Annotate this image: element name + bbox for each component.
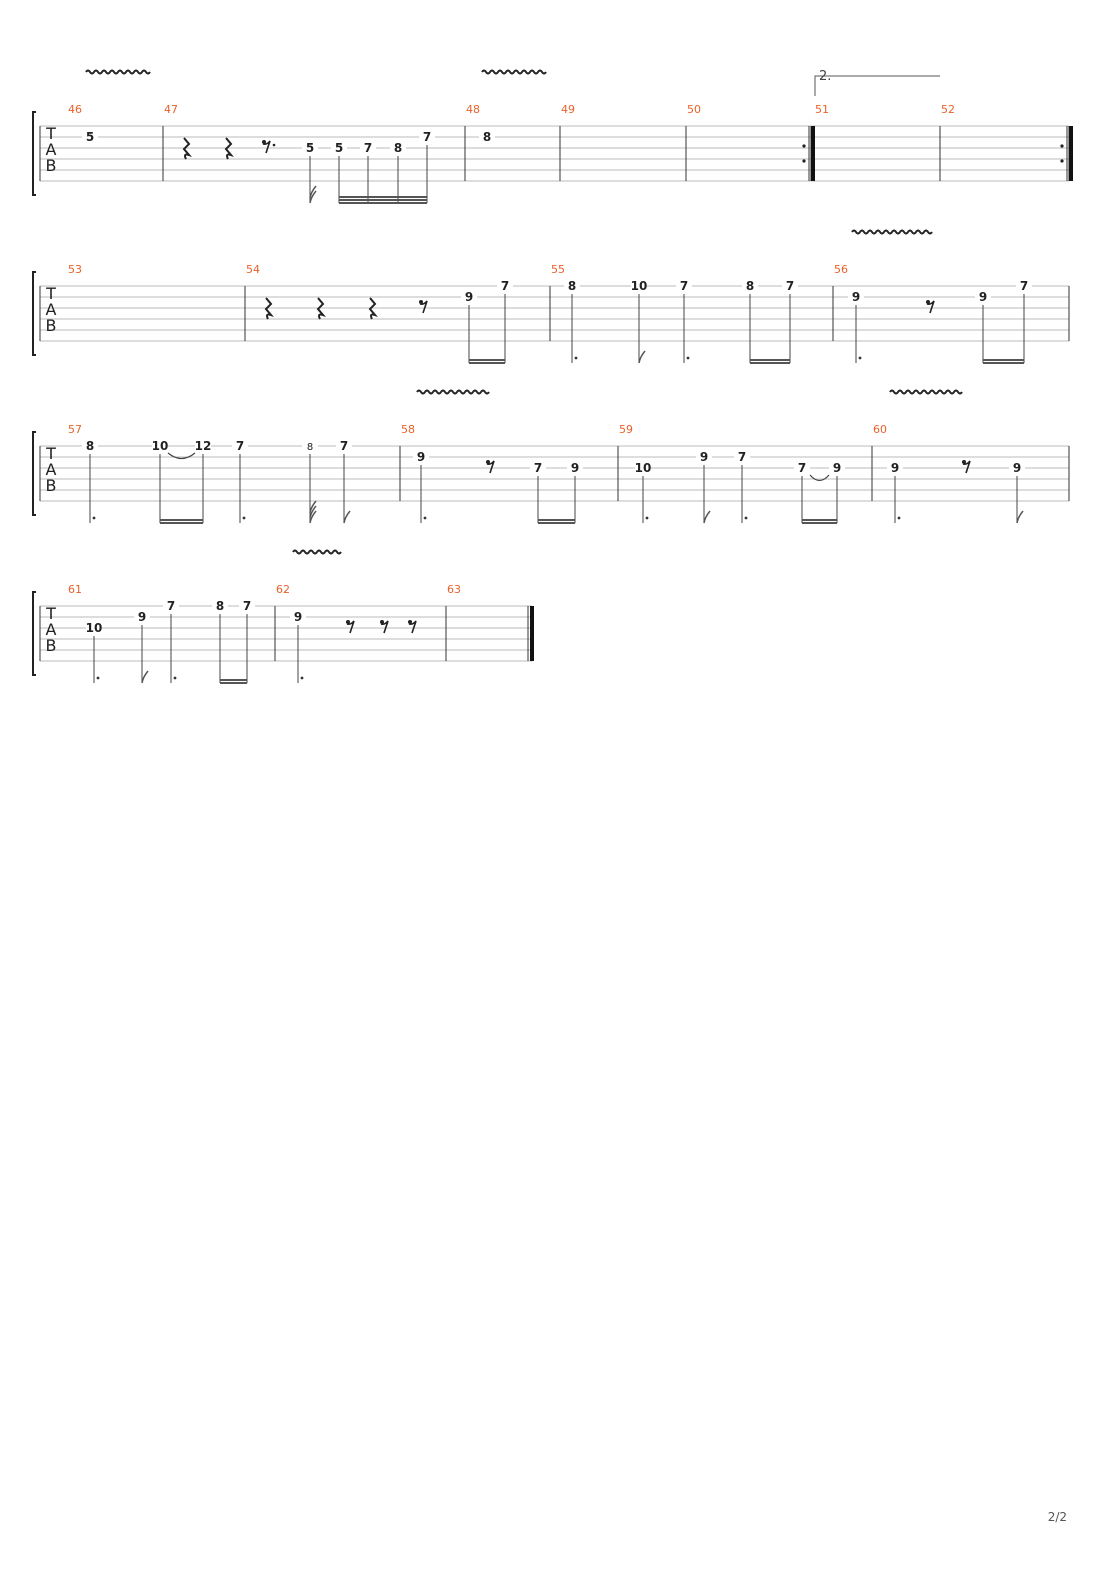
rest-dot bbox=[273, 144, 276, 147]
fret-number: 12 bbox=[194, 439, 212, 453]
tab-clef-letter: T bbox=[46, 604, 56, 623]
fret-number: 7 bbox=[500, 279, 510, 293]
fret-number: 7 bbox=[339, 439, 349, 453]
fret-number: 10 bbox=[630, 279, 648, 293]
measure-59 bbox=[619, 423, 845, 523]
tab-clef-letter: T bbox=[46, 124, 56, 143]
system-bracket bbox=[33, 112, 36, 195]
measure-57 bbox=[68, 423, 352, 523]
fret-number: 9 bbox=[832, 461, 842, 475]
measure-number: 59 bbox=[619, 423, 633, 436]
fret-number: 8 bbox=[567, 279, 577, 293]
vibrato-mark bbox=[852, 231, 932, 234]
measure-number: 49 bbox=[561, 103, 575, 116]
duration-dot bbox=[301, 677, 304, 680]
fret-number: 8 bbox=[215, 599, 225, 613]
measure-number: 50 bbox=[687, 103, 701, 116]
system-1 bbox=[33, 69, 1071, 203]
vibrato-mark bbox=[293, 551, 341, 554]
note-flag bbox=[639, 351, 645, 363]
repeat-dot bbox=[1060, 144, 1063, 147]
note-flag bbox=[344, 511, 350, 523]
fret-number: 7 bbox=[533, 461, 543, 475]
fret-number: 9 bbox=[293, 610, 303, 624]
measure-54 bbox=[246, 263, 513, 363]
duration-dot bbox=[97, 677, 100, 680]
measure-53 bbox=[68, 263, 82, 276]
measure-49 bbox=[561, 103, 575, 116]
duration-dot bbox=[243, 517, 246, 520]
tab-clef-letter: B bbox=[45, 156, 57, 175]
measure-number: 63 bbox=[447, 583, 461, 596]
volta-bracket bbox=[815, 76, 940, 96]
fret-number: 7 bbox=[785, 279, 795, 293]
tab-clef-letter: A bbox=[45, 300, 57, 319]
measure-48 bbox=[466, 71, 546, 145]
fret-number: 8 bbox=[482, 130, 492, 144]
system-bracket bbox=[33, 432, 36, 515]
measure-number: 53 bbox=[68, 263, 82, 276]
fret-number: 7 bbox=[235, 439, 245, 453]
measure-number: 55 bbox=[551, 263, 565, 276]
fret-number: 7 bbox=[166, 599, 176, 613]
vibrato-mark bbox=[417, 391, 489, 394]
duration-dot bbox=[859, 357, 862, 360]
fret-number: 9 bbox=[137, 610, 147, 624]
measure-55 bbox=[551, 263, 798, 363]
tab-clef-letter: A bbox=[45, 460, 57, 479]
measure-number: 47 bbox=[164, 103, 178, 116]
fret-number: 7 bbox=[1019, 279, 1029, 293]
systems-layer bbox=[33, 69, 1071, 683]
repeat-dot bbox=[802, 159, 805, 162]
measure-52 bbox=[941, 103, 1071, 181]
measure-number: 46 bbox=[68, 103, 82, 116]
measure-number: 52 bbox=[941, 103, 955, 116]
fret-number: 8 bbox=[306, 442, 314, 453]
system-bracket bbox=[33, 272, 36, 355]
note-flag bbox=[1017, 511, 1023, 523]
fret-number: 8 bbox=[85, 439, 95, 453]
tab-clef-letter: T bbox=[46, 284, 56, 303]
fret-number: 9 bbox=[851, 290, 861, 304]
measure-47 bbox=[164, 103, 435, 203]
measure-number: 57 bbox=[68, 423, 82, 436]
volta-label: 2. bbox=[819, 69, 832, 84]
measure-61 bbox=[68, 583, 255, 683]
fret-number: 7 bbox=[363, 141, 373, 155]
measure-63 bbox=[447, 583, 532, 661]
fret-number: 10 bbox=[634, 461, 652, 475]
tab-clef-letter: A bbox=[45, 620, 57, 639]
fret-number: 7 bbox=[797, 461, 807, 475]
measure-50 bbox=[687, 103, 813, 181]
duration-dot bbox=[93, 517, 96, 520]
note-flag bbox=[142, 671, 148, 683]
duration-dot bbox=[687, 357, 690, 360]
duration-dot bbox=[424, 517, 427, 520]
measure-number: 62 bbox=[276, 583, 290, 596]
vibrato-mark bbox=[482, 71, 546, 74]
measure-number: 48 bbox=[466, 103, 480, 116]
fret-number: 8 bbox=[745, 279, 755, 293]
tie bbox=[810, 475, 829, 481]
tab-clef-letter: T bbox=[46, 444, 56, 463]
measure-46 bbox=[68, 71, 150, 145]
measure-number: 61 bbox=[68, 583, 82, 596]
fret-number: 5 bbox=[85, 130, 95, 144]
tab-clef-letter: B bbox=[45, 316, 57, 335]
vibrato-mark bbox=[890, 391, 962, 394]
fret-number: 9 bbox=[890, 461, 900, 475]
fret-number: 9 bbox=[464, 290, 474, 304]
vibrato-mark bbox=[86, 71, 150, 74]
fret-number: 8 bbox=[393, 141, 403, 155]
system-3 bbox=[33, 391, 1069, 524]
duration-dot bbox=[898, 517, 901, 520]
fret-number: 5 bbox=[334, 141, 344, 155]
fret-number: 5 bbox=[305, 141, 315, 155]
system-4 bbox=[33, 551, 532, 684]
fret-number: 7 bbox=[422, 130, 432, 144]
repeat-dot bbox=[1060, 159, 1063, 162]
fret-number: 9 bbox=[699, 450, 709, 464]
tab-clef-letter: A bbox=[45, 140, 57, 159]
fret-number: 9 bbox=[570, 461, 580, 475]
duration-dot bbox=[646, 517, 649, 520]
note-flag bbox=[704, 511, 710, 523]
system-bracket bbox=[33, 592, 36, 675]
measure-number: 60 bbox=[873, 423, 887, 436]
duration-dot bbox=[745, 517, 748, 520]
fret-number: 9 bbox=[416, 450, 426, 464]
page-number: 2/2 bbox=[1047, 1510, 1067, 1524]
measure-number: 54 bbox=[246, 263, 260, 276]
measure-number: 56 bbox=[834, 263, 848, 276]
tie bbox=[168, 453, 195, 459]
fret-number: 7 bbox=[679, 279, 689, 293]
fret-number: 7 bbox=[242, 599, 252, 613]
fret-number: 9 bbox=[1012, 461, 1022, 475]
fret-number: 10 bbox=[151, 439, 169, 453]
system-2 bbox=[33, 231, 1069, 364]
duration-dot bbox=[174, 677, 177, 680]
tab-clef-letter: B bbox=[45, 476, 57, 495]
tab-clef-letter: B bbox=[45, 636, 57, 655]
fret-number: 7 bbox=[737, 450, 747, 464]
fret-number: 9 bbox=[978, 290, 988, 304]
fret-number: 10 bbox=[85, 621, 103, 635]
measure-number: 51 bbox=[815, 103, 829, 116]
measure-number: 58 bbox=[401, 423, 415, 436]
duration-dot bbox=[575, 357, 578, 360]
measure-51 bbox=[815, 69, 940, 116]
repeat-dot bbox=[802, 144, 805, 147]
